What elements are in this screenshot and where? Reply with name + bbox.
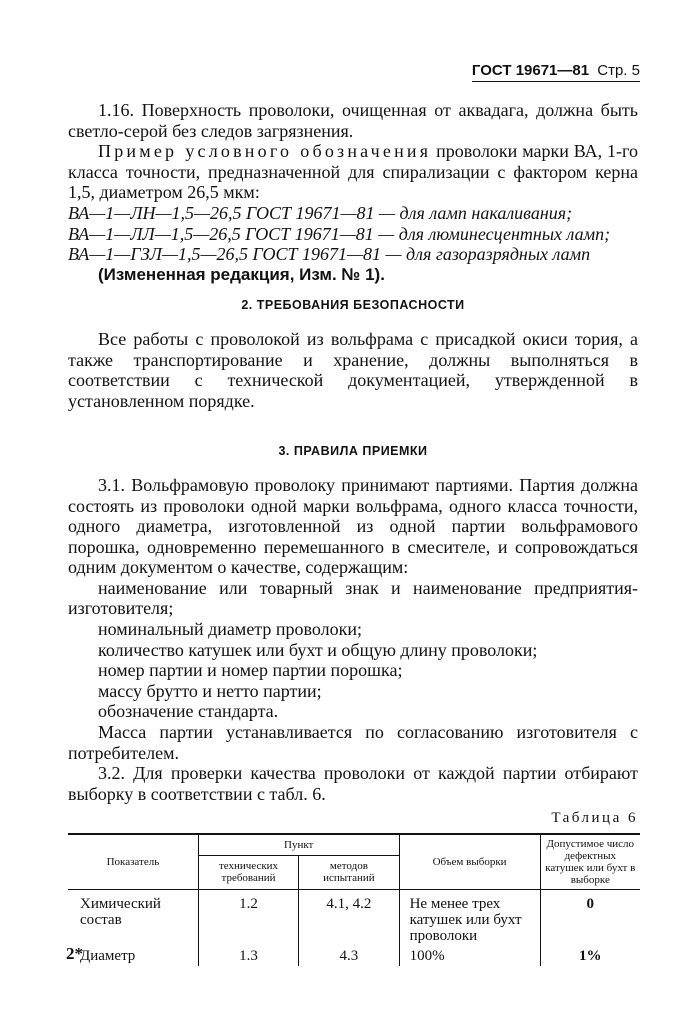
header-indicator: Показатель [68,834,198,890]
cell-allowed: 1% [540,946,640,966]
paragraph-3-2: 3.2. Для проверки качества проволоки от каждой партии отбирают выборку в соответствии с табл. 6. [68,763,638,804]
list-item: наименование или товарный знак и наименование предприятия-изготовителя; [68,577,638,619]
header-number: 19671—81 [515,62,590,79]
header-volume: Объем выборки [399,834,540,890]
cell-indicator: Химический состав [68,890,198,947]
header-clause: Пункт [198,834,399,855]
example-paragraph [68,141,638,203]
list-item: массу брутто и нетто партии; [98,680,322,701]
section-2-text: Все работы с проволокой из вольфрама с присадкой окиси тория, а также транспортирование и хранение, должны выполняться в соответствии с технической документацией, утвержденной в установленном порядке. [68,328,638,411]
header-gost: ГОСТ [471,62,512,79]
list-item: номинальный диаметр проволоки; [98,619,363,640]
example-spaced: Пример условного обозначения [98,141,432,162]
designation-1: ВА—1—ЛН—1,5—26,5 ГОСТ 19671—81 — для ламп накаливания; [68,202,573,223]
cell-methods: 4.1, 4.2 [299,890,399,947]
cell-indicator: Диаметр [68,946,198,966]
table-6 [68,833,640,966]
mass-paragraph: Масса партии устанавливается по согласованию изготовителя с потребителем. [68,722,638,763]
change-note: (Измененная редакция, Изм. № 1). [98,264,385,284]
page-header [472,62,640,82]
example-rest: проволоки марки ВА, 1-го класса точности, предназначенной для спирализации с фактором керна 1,5, диаметром 26,5 мкм: [68,141,638,203]
list-item: номер партии и номер партии порошка; [98,660,403,681]
cell-tech: 1.3 [198,946,298,966]
page-footer-mark: 2* [66,944,83,963]
cell-volume: Не менее трех катушек или бухт проволоки [399,890,540,947]
table-row [68,946,640,966]
table-row [68,890,640,947]
paragraph-3-1: 3.1. Вольфрамовую проволоку принимают партиями. Партия должна состоять из проволоки одной марки вольфрама, одного класса точности, одного диаметра, изготовленной из одной партии вольфрамового порошка, одновременно перемешанного в смесителе, и сопровождаться одним документом о качестве, содержащим: [68,474,638,578]
header-allowed: Допустимое число дефектных катушек или бухт в выборке [540,834,640,890]
cell-volume: 100% [399,946,540,966]
designation-3: ВА—1—ГЗЛ—1,5—26,5 ГОСТ 19671—81 — для газоразрядных ламп [68,244,591,265]
document-body [68,100,638,966]
list-item: обозначение стандарта. [98,701,279,722]
header-tech: технических требований [198,855,298,889]
table-caption: Таблица 6 [551,810,638,827]
section-3-title: 3. ПРАВИЛА ПРИЕМКИ [278,444,428,459]
header-page: Стр. 5 [597,62,640,79]
cell-methods: 4.3 [299,946,399,966]
section-2-title: 2. ТРЕБОВАНИЯ БЕЗОПАСНОСТИ [241,298,465,313]
cell-allowed: 0 [540,890,640,947]
paragraph-1-16: 1.16. Поверхность проволоки, очищенная от аквадага, должна быть светло-серой без следов загрязнения. [68,100,638,141]
designation-2: ВА—1—ЛЛ—1,5—26,5 ГОСТ 19671—81 — для люминесцентных ламп; [68,223,611,244]
list-item: количество катушек или бухт и общую длину проволоки; [98,639,538,660]
header-methods: методов испытаний [299,855,399,889]
cell-tech: 1.2 [198,890,298,947]
